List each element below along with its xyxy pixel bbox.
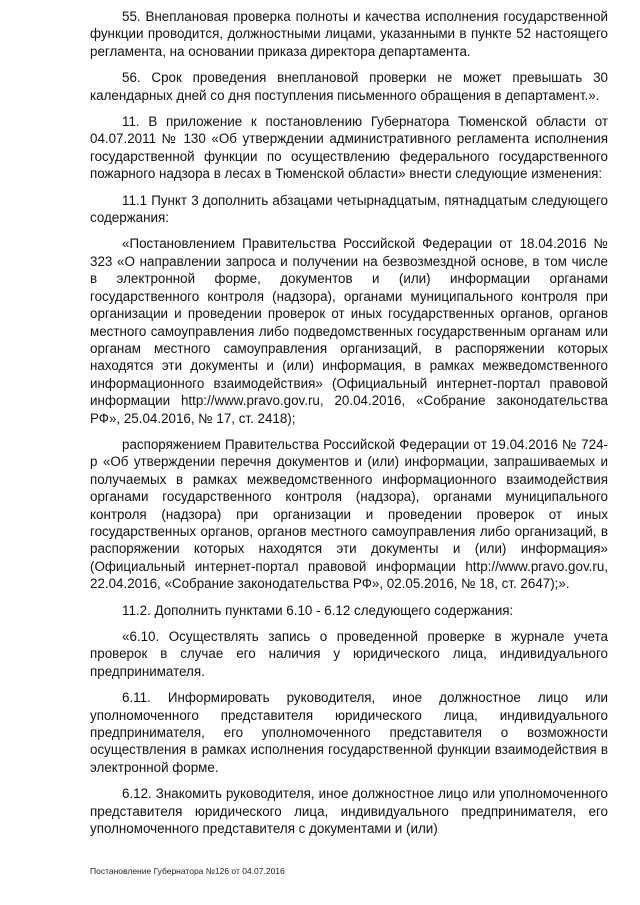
paragraph-55: 55. Внеплановая проверка полноты и качества исполнения государственной функции проводится, должностными лицами, указанными в пункте 52 настоящего регламента, на основании приказа директора департамента. [90,9,608,59]
paragraph-6-10: «6.10. Осуществлять запись о проведенной проверке в журнале учета проверок в случае его наличия у юридического лица, индивидуального предпринимателя. [90,629,608,679]
paragraph-6-12: 6.12. Знакомить руководителя, иное должностное лицо или уполномоченного представителя юридического лица, индивидуального предпринимателя, его уполномоченного представителя с документами и (или) [90,786,608,837]
page-footer: Постановление Губернатора №126 от 04.07.2016 [90,866,285,876]
paragraph-56: 56. Срок проведения внеплановой проверки не может превышать 30 календарных дней со дня поступления письменного обращения в департамент.». [90,70,608,103]
paragraph-11-2: 11.2. Дополнить пунктами 6.10 - 6.12 следующего содержания: [122,602,514,618]
paragraph-11: 11. В приложение к постановлению Губернатора Тюменской области от 04.07.2011 № 130 «Об утверждении административного регламента исполнения государственной функции по осуществлению федерального государственного пожарного надзора в лесах в Тюменской области» внести следующие изменения: [90,114,608,182]
paragraph-6-11: 6.11. Информировать руководителя, иное должностное лицо или уполномоченного представителя юридического лица, индивидуального предпринимателя, его уполномоченного представителя о возможности осуществления в рамках исполнения государственной функции взаимодействия в электронной форме. [90,690,608,775]
paragraph-11-1: 11.1 Пункт 3 дополнить абзацами четырнадцатым, пятнадцатым следующего содержания: [90,192,608,226]
paragraph-order-724: распоряжением Правительства Российской Федерации от 19.04.2016 № 724-р «Об утверждении перечня документов и (или) информации, запрашиваемых и получаемых в рамках межведомственного информационного взаимодействия органами государственного контроля (надзора), органами муниципального контроля (надзора) при организации и проведении проверок от иных государственных органов, органов местного самоуправления либо организаций, в распоряжении которых находятся эти документы и (или) информация» (Официальный интернет-портал правовой информации http://www.pravo.gov.ru, 22.04.2016, «Собрание законодательства РФ», 02.05.2016, № 18, ст. 2647);». [90,436,608,592]
paragraph-resolution-323: «Постановлением Правительства Российской Федерации от 18.04.2016 № 323 «О направлении запроса и получении на безвозмездной основе, в том числе в электронной форме, документов и (или) информации органами государственного контроля (надзора), органами муниципального контроля при организации и проведении проверок от иных государственных органов, органов местного самоуправления либо подведомственных государственным органам или органам местного самоуправления организаций, в распоряжении которых находятся эти документы и (или) информация, в рамках межведомственного информационного взаимодействия» (Официальный интернет-портал правовой информации http://www.pravo.gov.ru, 20.04.2016, «Собрание законодательства РФ», 25.04.2016, № 17, ст. 2418); [90,236,608,426]
document-body [90,8,608,846]
